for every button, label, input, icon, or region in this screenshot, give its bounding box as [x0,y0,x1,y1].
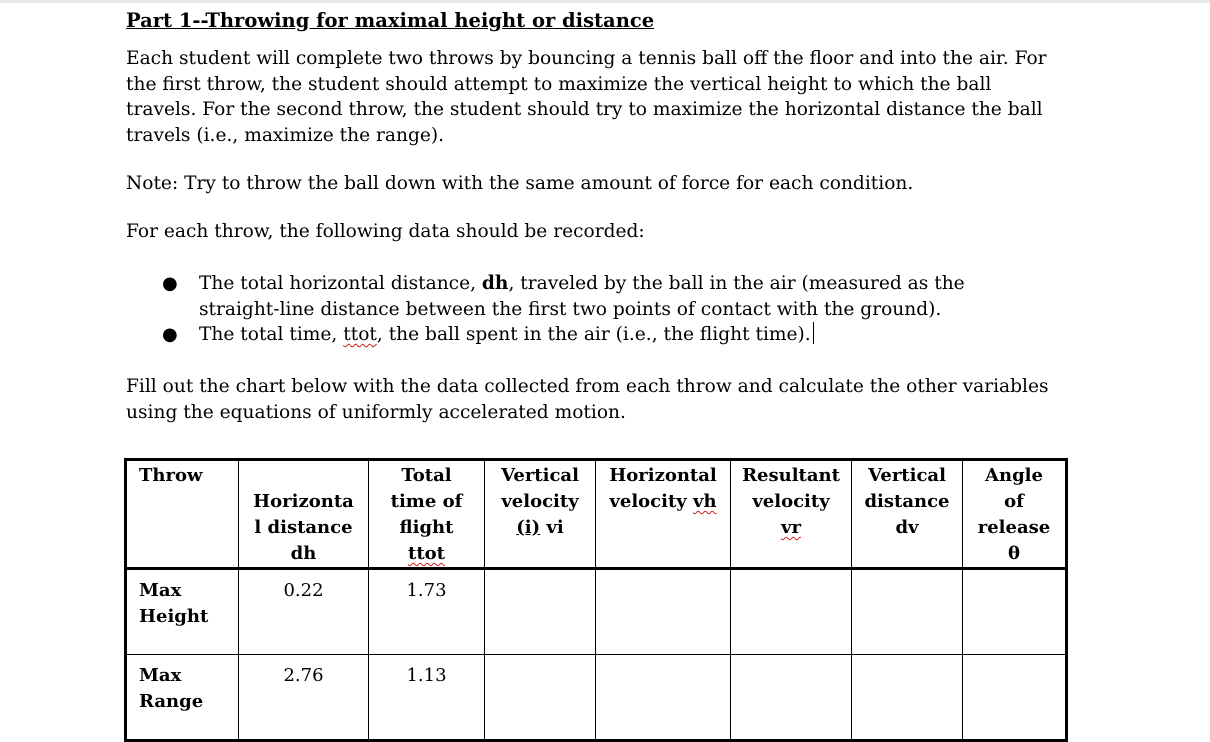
cell-vr[interactable] [731,655,852,741]
cell-theta[interactable] [963,655,1067,741]
page-top-edge [0,0,1210,3]
text-cursor [813,322,814,344]
bullet-icon: ● [162,273,178,294]
col-header-vertical-velocity[interactable]: Vertical velocity (i) vi [485,460,596,569]
row-label-max-range[interactable]: Max Range [126,655,239,741]
cell-vh[interactable] [596,569,731,655]
col-header-total-time[interactable]: Total time of flight ttot [369,460,485,569]
data-table [124,458,1068,742]
cell-vr[interactable] [731,569,852,655]
col-header-horizontal-distance[interactable]: Horizonta l distance dh [239,460,369,569]
row-label-max-height[interactable]: Max Height [126,569,239,655]
col-header-angle-of-release[interactable]: Angle of release θ [963,460,1067,569]
cell-vh[interactable] [596,655,731,741]
list-item: ● The total time, ttot, the ball spent in the air (i.e., the flight time). [162,322,1042,348]
col-header-horizontal-velocity[interactable]: Horizontal velocity vh [596,460,731,569]
spellcheck-word-ttot[interactable]: ttot [343,324,377,345]
section-heading: Part 1--Throwing for maximal height or distance [126,9,655,32]
list-item: ● The total horizontal distance, dh, traveled by the ball in the air (measured as the straight-line distance between the first two points of contact with the ground). [162,273,965,320]
cell-vi[interactable] [485,655,596,741]
note-paragraph: Note: Try to throw the ball down with the same amount of force for each condition. [126,173,914,194]
table-row [126,569,1067,655]
cell-dv[interactable] [852,655,963,741]
cell-dv[interactable] [852,569,963,655]
cell-ttot[interactable]: 1.73 [369,569,485,655]
bullet-icon: ● [162,324,178,345]
col-header-throw[interactable]: Throw [126,460,239,569]
cell-vi[interactable] [485,569,596,655]
cell-dh[interactable]: 2.76 [239,655,369,741]
col-header-resultant-velocity[interactable]: Resultant velocity vr [731,460,852,569]
table-header-row [126,460,1067,569]
cell-dh[interactable]: 0.22 [239,569,369,655]
instructions-paragraph: Each student will complete two throws by bouncing a tennis ball off the floor and into the air. For the first throw, the student should attempt to maximize the vertical height to which the ball travels. For the second throw, the student should try to maximize the horizontal distance the ball travels (i.e., maximize the range). [126,48,1047,146]
chart-instructions: Fill out the chart below with the data collected from each throw and calculate the other variables using the equations of uniformly accelerated motion. [126,376,1049,423]
dh-term: dh [481,273,509,294]
list-intro: For each throw, the following data should be recorded: [126,221,645,242]
table-row [126,655,1067,741]
col-header-vertical-distance[interactable]: Vertical distance dv [852,460,963,569]
data-recording-list [162,271,1042,348]
cell-ttot[interactable]: 1.13 [369,655,485,741]
cell-theta[interactable] [963,569,1067,655]
